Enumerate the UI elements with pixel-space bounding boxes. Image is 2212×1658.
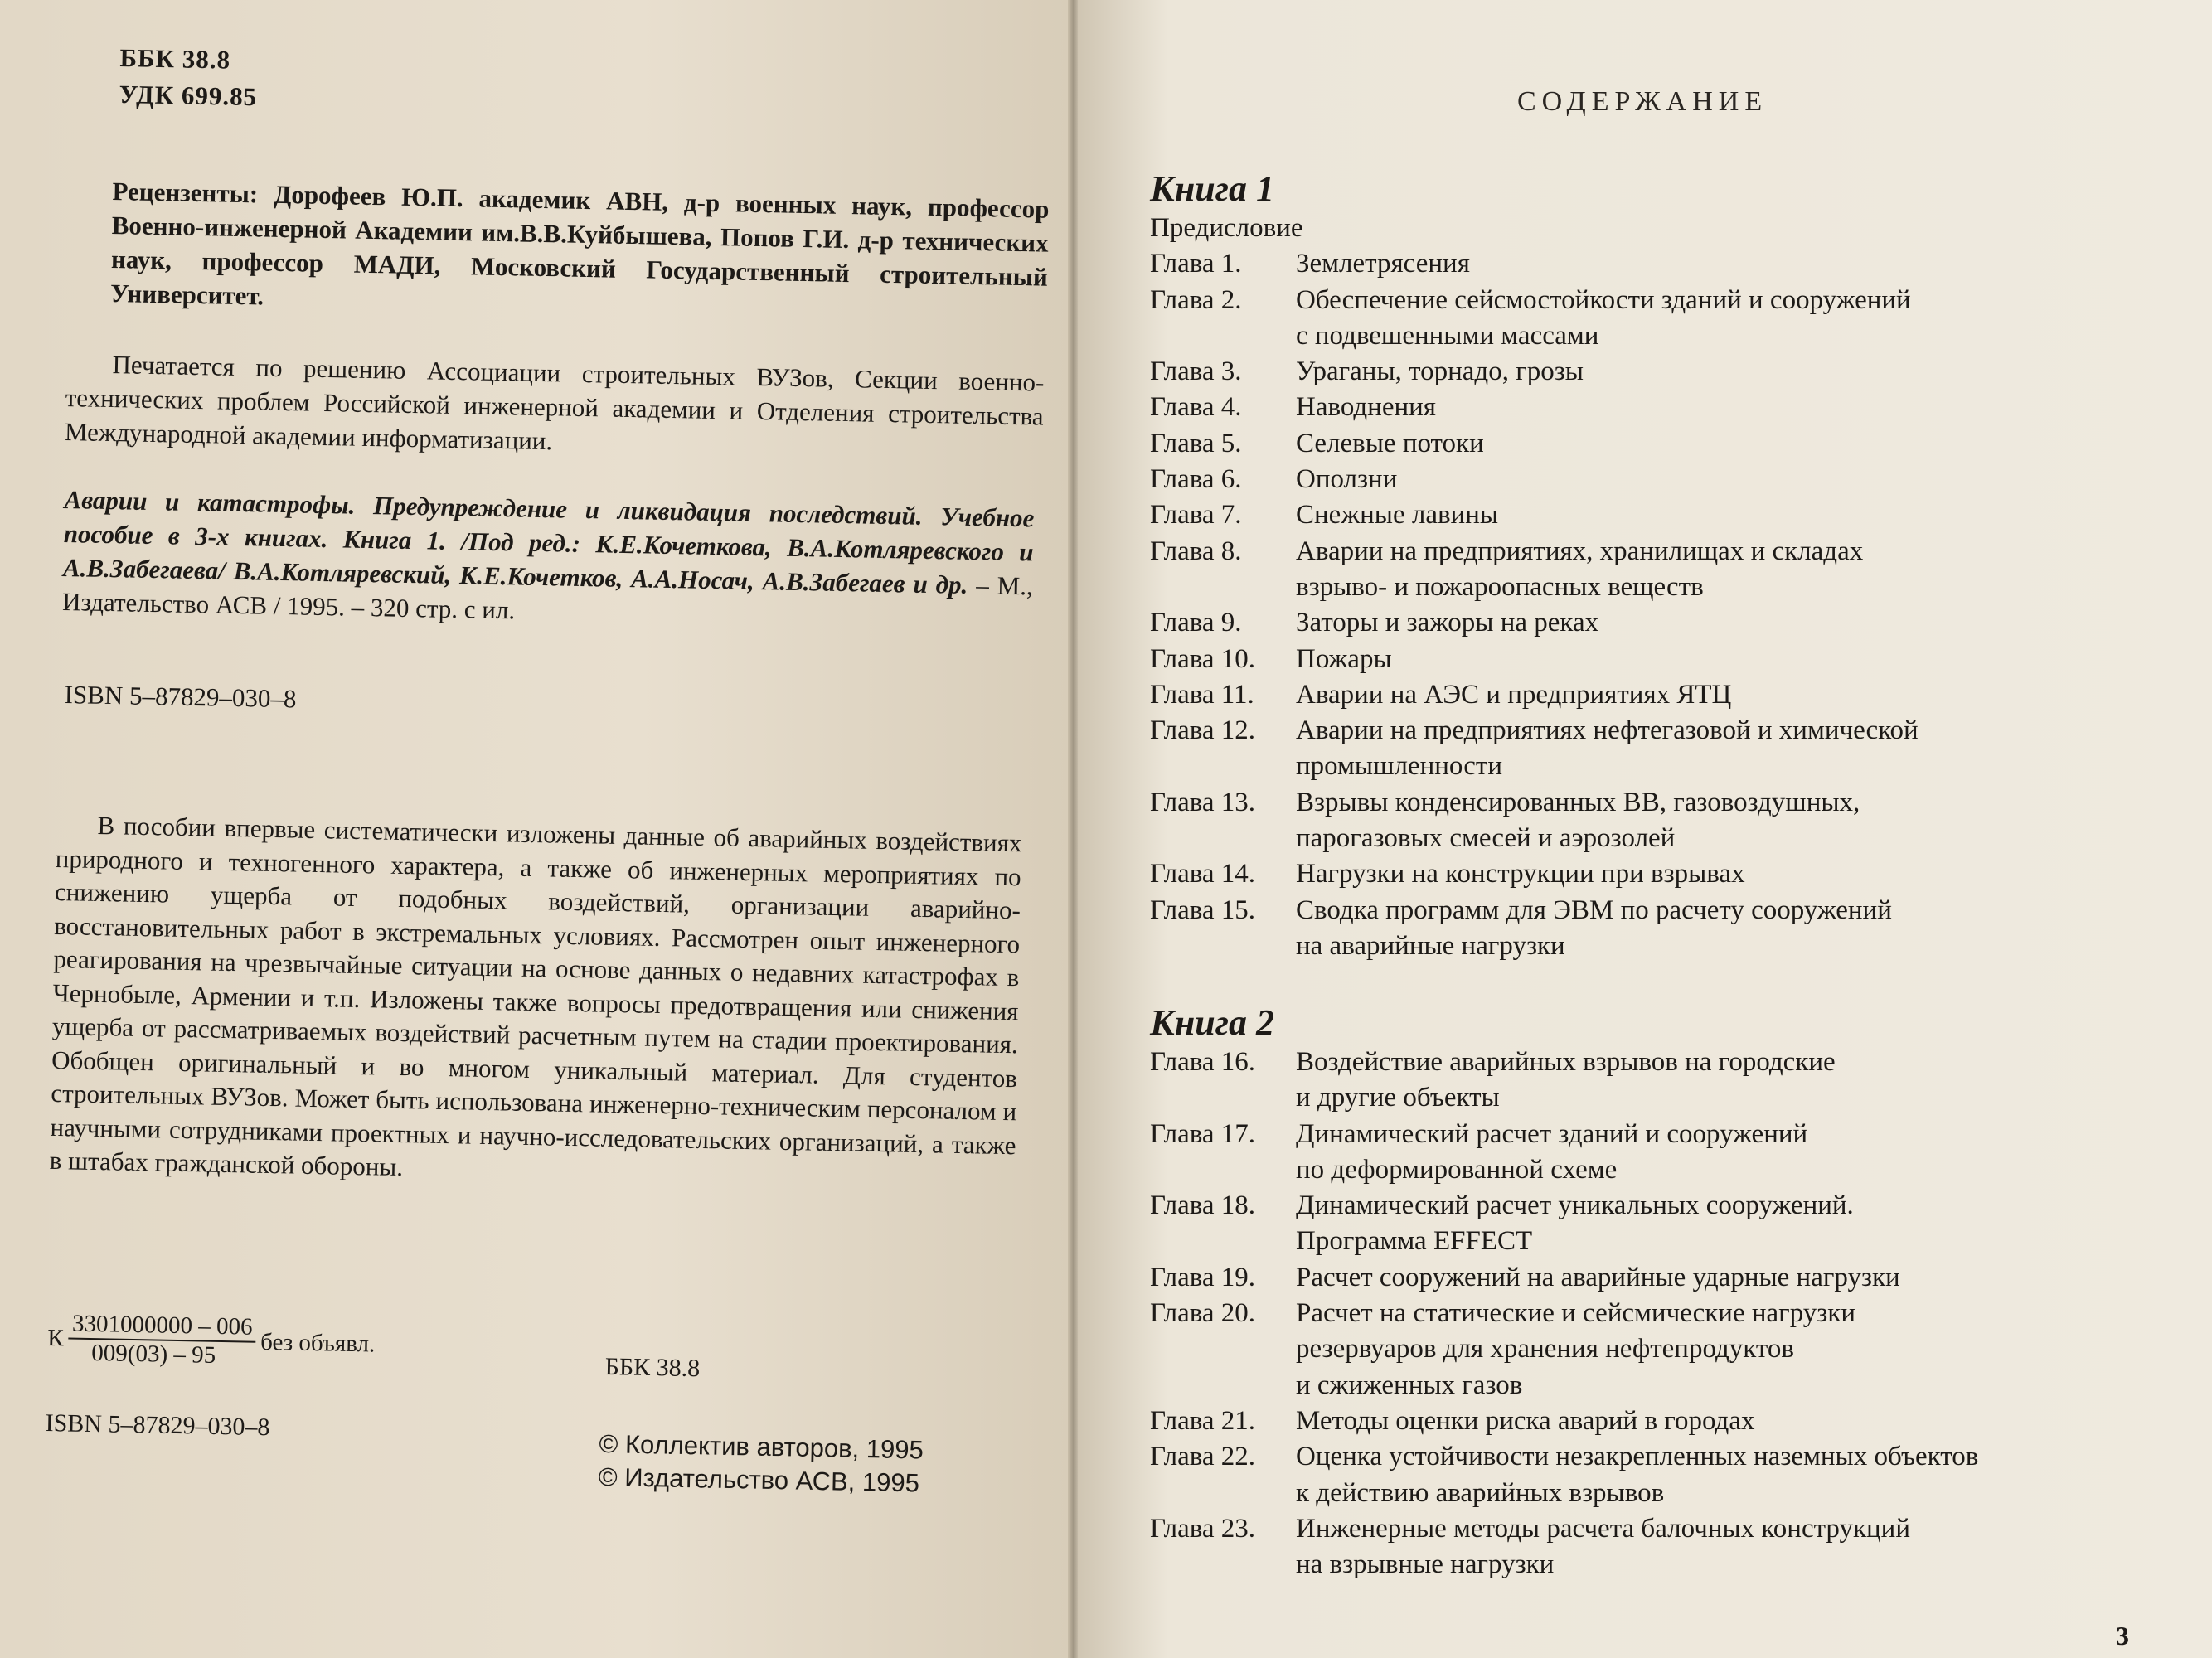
reviewers: Рецензенты: Дорофеев Ю.П. академик АВН, д-р военных наук, профессор Военно-инженерной Академии им.В.В.Куйбышева, Попов Г.И. д-р технических наук, профессор МАДИ, Московский Государственный строительный Университет. (109, 176, 1050, 311)
toc-entry (1150, 534, 2161, 570)
toc-entry (1150, 1296, 2161, 1331)
chapter-label (1150, 1476, 1296, 1511)
chapter-label: Глава 4. (1150, 392, 1242, 423)
chapter-title: Динамический расчет зданий и сооружений (1296, 1118, 1808, 1149)
page-number: 3 (2116, 1621, 2129, 1651)
chapter-label: Глава 19. (1150, 1262, 1256, 1292)
isbn-bottom: ISBN 5–87829–030–8 (45, 1409, 270, 1442)
book-heading: Книга 2 (1150, 1002, 1274, 1043)
chapter-label: Глава 21. (1150, 1405, 1256, 1436)
toc-entry (1150, 1368, 2161, 1403)
toc-entry (1150, 1224, 2161, 1259)
chapter-label: Глава 3. (1150, 356, 1242, 387)
toc-entry (1150, 570, 2161, 605)
chapter-title: Инженерные методы расчета балочных конструкций (1296, 1513, 1911, 1544)
toc-entry (1150, 1117, 2161, 1152)
chapter-title: Взрывы конденсированных ВВ, газовоздушных, (1296, 787, 1860, 817)
toc-entry (1150, 893, 2161, 928)
chapter-title: Снежные лавины (1296, 500, 1499, 531)
chapter-label: Глава 7. (1150, 500, 1242, 531)
copyright-authors: © Коллектив авторов, 1995 (599, 1428, 924, 1465)
copyrights (598, 1428, 924, 1500)
chapter-title: Аварии на АЭС и предприятиях ЯТЦ (1296, 679, 1732, 710)
chapter-label: Глава 12. (1150, 715, 1256, 746)
chapter-label: Глава 10. (1150, 643, 1256, 674)
bibliographic-imprint: – М., Издательство АСВ / 1995. – 320 стр. с ил. (61, 570, 1034, 625)
chapter-title: парогазовых смесей и аэрозолей (1296, 823, 1676, 854)
toc-book-2 (1150, 1001, 2161, 1583)
toc-title: СОДЕРЖАНИЕ (1517, 86, 1768, 117)
toc-entry (1150, 318, 2161, 354)
chapter-label: Глава 9. (1150, 608, 1242, 638)
chapter-title: Нагрузки на конструкции при взрывах (1296, 859, 1745, 890)
chapter-title: Заторы и зажоры на реках (1296, 608, 1599, 638)
chapter-label: Глава 18. (1150, 1190, 1256, 1221)
chapter-title: Наводнения (1296, 392, 1436, 423)
chapter-label: Глава 5. (1150, 428, 1242, 458)
chapter-label: Глава 11. (1150, 679, 1254, 710)
chapter-title: Аварии на предприятиях нефтегазовой и химической (1296, 715, 1919, 746)
toc-entry (1150, 856, 2161, 892)
publication-approval: Печатается по решению Ассоциации строительных ВУЗов, Секции военно-технических проблем Российской инженерной академии и Отделения строительства Международной академии информатизации. (64, 350, 1045, 456)
chapter-label: Глава 20. (1150, 1298, 1256, 1329)
chapter-title: Ураганы, торнадо, грозы (1296, 356, 1584, 387)
toc-entry (1150, 1188, 2161, 1224)
chapter-label: Глава 2. (1150, 284, 1242, 315)
chapter-title: резервуаров для хранения нефтепродуктов (1296, 1334, 1794, 1365)
toc-entry (1150, 426, 2161, 462)
copyright-publisher: © Издательство АСВ, 1995 (598, 1462, 920, 1498)
toc-entry (1150, 1511, 2161, 1547)
toc-entry (1150, 785, 2161, 821)
chapter-label (1150, 749, 1296, 784)
chapter-title: Сводка программ для ЭВМ по расчету сооружений (1296, 894, 1892, 925)
bibliographic-record (62, 482, 1035, 637)
bbk-code: ББК 38.8 (119, 42, 231, 75)
chapter-title: Селевые потоки (1296, 428, 1484, 458)
book-heading: Книга 1 (1150, 168, 1274, 209)
chapter-title: промышленности (1296, 751, 1502, 782)
chapter-title: Программа EFFECT (1296, 1226, 1533, 1257)
toc-book-1 (1150, 167, 2161, 964)
chapter-title: с подвешенными массами (1296, 320, 1599, 351)
toc-entry (1150, 1331, 2161, 1367)
chapter-label: Глава 23. (1150, 1513, 1256, 1544)
toc-entry (1150, 1403, 2161, 1439)
chapter-label: Глава 15. (1150, 894, 1256, 925)
toc-entry (1150, 713, 2161, 749)
chapter-label (1150, 1547, 1296, 1583)
toc-entry (1150, 1080, 2161, 1116)
toc-entry (1150, 749, 2161, 784)
chapter-title: Динамический расчет уникальных сооружений. (1296, 1190, 1854, 1221)
fraction-denominator: 009(03) – 95 (91, 1340, 216, 1369)
chapter-label: Глава 17. (1150, 1118, 1256, 1149)
toc-entry (1150, 605, 2161, 641)
chapter-title: и другие объекты (1296, 1083, 1500, 1113)
chapter-title: к действию аварийных взрывов (1296, 1477, 1665, 1508)
chapter-title: Пожары (1296, 643, 1392, 674)
fraction-numerator: 3301000000 – 006 (69, 1310, 256, 1342)
chapter-label (1150, 928, 1296, 964)
toc-entry (1150, 1439, 2161, 1475)
chapter-label (1150, 1224, 1296, 1259)
chapter-label: Глава 13. (1150, 787, 1256, 817)
abstract: В пособии впервые систематически изложены данные об аварийных воздействиях природного и техногенного характера, а также об инженерных мероприятиях по снижению ущерба от подобных воздействий, организации аварийно-восстановительных работ в экстремальных условиях. Рассмотрен опыт инженерного реагирования на чрезвычайные ситуации на основе данных о недавних катастрофах в Чернобыле, Армении и т.п. Изложены также вопросы предотвращения или снижения ущерба от рассматриваемых воздействий расчетным путем на стадии проектирования. Обобщен оригинальный и во многом уникальный материал. Для студентов строительных ВУЗов. Может быть использована инженерно-техническим персоналом и научными сотрудниками проектных и научно-исследовательских организаций, а также в штабах гражданской обороны. (49, 810, 1022, 1182)
toc-entry (1150, 211, 2161, 246)
chapter-title: на аварийные нагрузки (1296, 930, 1565, 961)
chapter-label: Глава 22. (1150, 1442, 1256, 1472)
chapter-label: Глава 16. (1150, 1047, 1256, 1077)
chapter-title: по деформированной схеме (1296, 1154, 1618, 1185)
fraction-prefix: К (47, 1324, 65, 1351)
chapter-label (1150, 318, 1296, 354)
chapter-title: взрыво- и пожароопасных веществ (1296, 571, 1704, 602)
chapter-title: и сжиженных газов (1296, 1370, 1523, 1400)
chapter-label (1150, 1331, 1296, 1367)
chapter-title: Оползни (1296, 464, 1398, 495)
fraction-note: без объявл. (260, 1328, 376, 1358)
toc-entry (1150, 462, 2161, 497)
chapter-label: Глава 6. (1150, 464, 1242, 495)
toc-entry (1150, 497, 2161, 533)
toc-entry (1150, 354, 2161, 390)
chapter-title: Землетрясения (1296, 249, 1470, 279)
toc-entry (1150, 1152, 2161, 1188)
bbk-bottom: ББК 38.8 (604, 1353, 701, 1383)
chapter-title: Предисловие (1150, 213, 1303, 243)
chapter-label (1150, 1152, 1296, 1188)
chapter-title: Аварии на предприятиях, хранилищах и складах (1296, 536, 1864, 566)
chapter-label: Глава 14. (1150, 859, 1256, 890)
chapter-label: Глава 1. (1150, 249, 1242, 279)
chapter-title: на взрывные нагрузки (1296, 1549, 1555, 1580)
chapter-title: Обеспечение сейсмостойкости зданий и сооружений (1296, 284, 1911, 315)
chapter-label (1150, 821, 1296, 856)
chapter-title: Оценка устойчивости незакрепленных наземных объектов (1296, 1442, 1979, 1472)
toc-entry (1150, 283, 2161, 318)
toc-entry (1150, 1045, 2161, 1080)
chapter-title: Расчет сооружений на аварийные ударные нагрузки (1296, 1262, 1900, 1292)
chapter-label (1150, 1368, 1296, 1403)
isbn-top: ISBN 5–87829–030–8 (64, 680, 297, 714)
toc-entry (1150, 1547, 2161, 1583)
classification-codes (119, 40, 258, 115)
chapter-title: Расчет на статические и сейсмические нагрузки (1296, 1298, 1856, 1329)
toc-entry (1150, 390, 2161, 425)
classification-fraction (47, 1310, 376, 1373)
chapter-title: Методы оценки риска аварий в городах (1296, 1405, 1755, 1436)
toc-entry (1150, 821, 2161, 856)
toc-entry (1150, 642, 2161, 677)
toc-entry (1150, 246, 2161, 282)
bibliographic-title: Аварии и катастрофы. Предупреждение и ликвидация последствий. Учебное пособие в 3-х книгах. Книга 1. /Под ред.: К.Е.Кочеткова, В.А.Котляревского и А.В.Забегаева/ (62, 484, 1035, 585)
bibliographic-authors: В.А.Котляревский, К.Е.Кочетков, А.А.Носач, А.В.Забегаев и др. (233, 555, 968, 599)
udk-code: УДК 699.85 (119, 79, 258, 112)
chapter-label (1150, 1080, 1296, 1116)
toc-entry (1150, 1260, 2161, 1296)
toc-entry (1150, 928, 2161, 964)
chapter-title: Воздействие аварийных взрывов на городские (1296, 1047, 1836, 1077)
chapter-label (1150, 570, 1296, 605)
toc-entry (1150, 677, 2161, 713)
chapter-label: Глава 8. (1150, 536, 1242, 566)
toc-entry (1150, 1476, 2161, 1511)
